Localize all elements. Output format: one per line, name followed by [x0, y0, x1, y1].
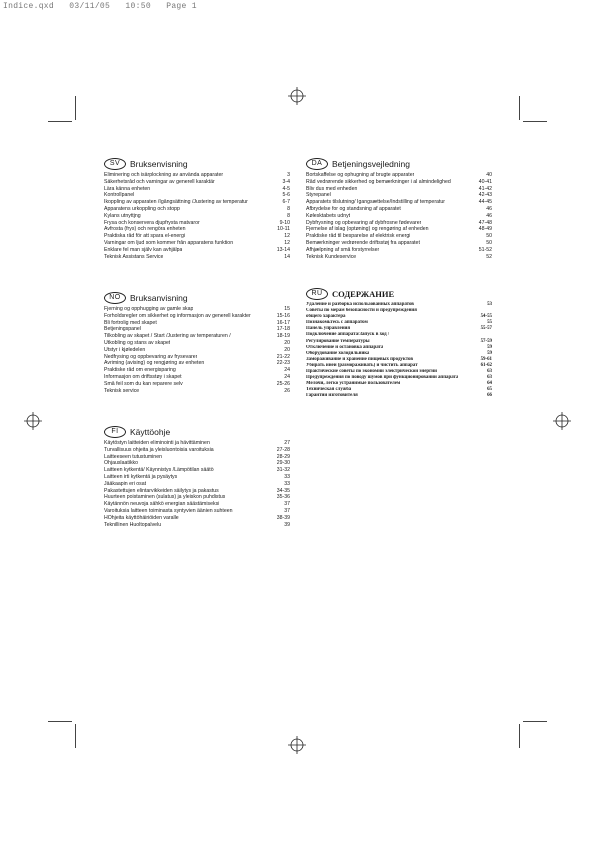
toc-entry-page: 9-10 [279, 219, 290, 226]
toc-entry [104, 374, 290, 381]
section-header [104, 158, 290, 170]
toc-entry-page: 8 [287, 205, 290, 212]
toc-entry-page: 46 [486, 212, 492, 219]
toc-entry-title: Техническая служба [306, 387, 352, 393]
section-title: Betjeningsvejledning [332, 159, 410, 169]
toc-entry-page: 18-19 [276, 333, 290, 340]
toc-entry-title: Laitteen irti kytkentä ja pysäytys [104, 473, 178, 480]
toc-entry-page: 38-39 [276, 514, 290, 521]
toc-entry-title: Teknisk service [104, 387, 140, 394]
toc-entry-page: 50 [486, 239, 492, 246]
toc-entry [104, 313, 290, 320]
toc-entry [306, 233, 492, 240]
toc-entry-page: 65 [487, 387, 492, 393]
toc-entry-title: Råd vedrørende sikkerhed og bemærkninger i al almindelighed [306, 178, 451, 185]
toc-entry-page: 12 [284, 233, 290, 240]
toc-entry-title: Панель управления [306, 326, 350, 332]
toc-entry-title: Frysa och konservera djupfrysta matvaror [104, 219, 200, 226]
toc-entry [104, 481, 290, 488]
language-badge: FI [104, 426, 126, 438]
toc-entry-title: Bortskaffelse og ophugning af brugte apparater [306, 172, 415, 178]
toc-entry-page: 21-22 [276, 353, 290, 360]
toc-entry-title: Fjernelse af islag (optøning) og rengøring af enheden [306, 226, 429, 233]
toc-entry [306, 186, 492, 193]
registration-mark-right [553, 412, 571, 430]
toc-entry-page: 6-7 [282, 199, 290, 206]
toc-entry-page: 39 [284, 521, 290, 528]
toc-entry [104, 360, 290, 367]
toc-entry-title: HOhjeita käyttöhäiriöiden varalle [104, 514, 179, 521]
toc-entry-page: 37 [284, 501, 290, 508]
crop-mark [75, 96, 76, 120]
toc-entry-title: Teknillinen Huoltopalvelu [104, 521, 162, 528]
toc-entry-page: 63 [487, 375, 492, 381]
toc-entry [104, 347, 290, 354]
toc-entry-page: 52 [486, 253, 492, 260]
toc-entry [306, 240, 492, 247]
toc-entry [104, 206, 290, 213]
toc-entry-title: Подключение аппарата/Запуск в ход / [306, 332, 390, 338]
toc-entry-title: Познакомьтесь с аппаратом [306, 320, 368, 326]
section-sv [104, 158, 290, 260]
toc-entry-title: Pakastettujen elintarvikkeiden säilytys ja pakastus [104, 487, 219, 494]
toc-entry-page: 20 [284, 339, 290, 346]
toc-entry [104, 474, 290, 481]
toc-entry-title: Eliminering och isärplockning av använda apparater [104, 172, 224, 178]
toc-entry-title: Käytöstyn laitteiden eliminointi ja hävittäminen [104, 440, 210, 446]
toc-entry-page: 57-59 [480, 338, 492, 344]
toc-entry-title: Afhjælpning af små forstyrrelser [306, 246, 380, 253]
section-da [306, 158, 492, 260]
toc-entry-title: Nedfrysing og oppbevaring av frysevarer [104, 353, 198, 360]
toc-entry [104, 354, 290, 361]
toc-entry [104, 340, 290, 347]
toc-entry-page: 40-41 [478, 178, 492, 185]
toc-entry-title: Tilkobling av skapet / Start /Justering av temperaturen / [104, 333, 231, 340]
toc-entry-page: 37 [284, 507, 290, 514]
toc-entry-title: Säkerhetsråd och varningar av generell karaktär [104, 178, 215, 185]
toc-entry-title: Praktiske råd om energisparing [104, 367, 176, 374]
section-title: Bruksanvisning [130, 293, 188, 303]
toc-entry [306, 179, 492, 186]
toc-entry [104, 186, 290, 193]
toc-list [104, 172, 290, 260]
toc-entry [306, 220, 492, 227]
toc-list [306, 302, 492, 400]
toc-entry-title: Enklare fel man själv kan avhjälpa [104, 246, 183, 253]
toc-entry [104, 388, 290, 395]
toc-entry-title: Laitteeseen tutustuminen [104, 453, 162, 460]
toc-entry-title: Замораживание и хранение пищевых продуктов [306, 356, 413, 362]
toc-entry-page: 8 [287, 212, 290, 219]
toc-entry [104, 515, 290, 522]
toc-entry-title: Предупреждения по поводу шумов при функционировании аппарата [306, 375, 459, 381]
toc-entry [306, 254, 492, 261]
toc-entry [306, 247, 492, 254]
toc-entry-page: 50 [486, 233, 492, 240]
toc-entry [306, 192, 492, 199]
section-fi [104, 426, 290, 528]
toc-entry-page: 3 [287, 172, 290, 178]
toc-entry-title: Avfrosta (frys) och rengöra enheten [104, 226, 186, 233]
section-title: Käyttöohje [130, 427, 171, 437]
toc-entry-page: 15 [284, 306, 290, 312]
toc-entry-title: Teknisk Kundeservice [306, 253, 357, 260]
toc-entry-title: Bliv dus med enheden [306, 185, 358, 192]
toc-entry [104, 220, 290, 227]
toc-entry [104, 508, 290, 515]
toc-entry [104, 367, 290, 374]
toc-entry-page: 24 [284, 373, 290, 380]
crop-mark [523, 721, 547, 722]
toc-entry-page: 55 [487, 320, 492, 326]
toc-entry-page: 31-32 [276, 467, 290, 474]
crop-mark [48, 721, 72, 722]
toc-entry [104, 454, 290, 461]
toc-entry-page: 27 [284, 440, 290, 446]
toc-entry-page: 59-61 [480, 356, 492, 362]
section-header [306, 288, 492, 300]
toc-entry-page: 54-55 [480, 314, 492, 320]
toc-entry-page: 20 [284, 346, 290, 353]
toc-entry-title: Praktiska råd för att spara el-energi [104, 233, 186, 240]
toc-entry-title: Отключение и остановка аппарата [306, 344, 384, 350]
toc-entry-page: 15-16 [276, 312, 290, 319]
language-badge: DA [306, 158, 328, 170]
toc-entry-title: Dybfrysning og opbevaring af dybfrosne fødevarer [306, 219, 422, 226]
toc-entry-page: 4-5 [282, 185, 290, 192]
toc-entry-page: 61-62 [480, 362, 492, 368]
toc-entry-page: 28-29 [276, 453, 290, 460]
registration-mark-left [24, 412, 42, 430]
toc-entry [104, 522, 290, 529]
crop-mark [523, 121, 547, 122]
registration-mark-bottom [288, 736, 306, 754]
toc-entry [104, 247, 290, 254]
toc-entry-page: 35-36 [276, 494, 290, 501]
toc-entry [104, 254, 290, 261]
toc-entry-page: 3-4 [282, 178, 290, 185]
toc-entry-page: 29-30 [276, 460, 290, 467]
toc-entry-title: Убирать иней (размораживать) и чистить аппарат [306, 362, 418, 368]
toc-list [104, 306, 290, 394]
toc-entry-title: Kylans utnyttjng [104, 212, 141, 219]
crop-mark [519, 724, 520, 748]
toc-entry-page: 25-26 [276, 380, 290, 387]
toc-entry-title: Apparatets tilslutning/ Igangsættelse/Indstilling af temperatur [306, 199, 445, 206]
toc-entry-title: Varningar om ljud som kommer från apparatens funktion [104, 239, 234, 246]
crop-mark [75, 724, 76, 748]
section-ru [306, 288, 492, 400]
toc-entry-title: Apparatens urkoppling och stopp [104, 205, 180, 212]
toc-entry-title: Forholdsregler om sikkerhet og informasjon av generell karakter [104, 312, 251, 319]
section-title: Bruksenvisning [130, 159, 188, 169]
toc-entry-page: 48-49 [478, 226, 492, 233]
toc-entry [104, 494, 290, 501]
toc-entry-page: 46 [486, 205, 492, 212]
toc-entry [104, 326, 290, 333]
language-badge: RU [306, 288, 328, 300]
toc-entry [104, 192, 290, 199]
crop-mark [48, 121, 72, 122]
section-header [104, 292, 290, 304]
crop-mark [519, 96, 520, 120]
toc-entry-title: Afbrydelse for og standsning af apparatet [306, 205, 401, 212]
toc-entry-page: 59 [487, 344, 492, 350]
section-no [104, 292, 290, 394]
toc-entry [104, 460, 290, 467]
toc-entry-title: общего характера [306, 314, 346, 320]
toc-entry-page: 59 [487, 350, 492, 356]
toc-entry-title: Betjeningspanel [104, 326, 141, 333]
toc-entry-page: 51-52 [478, 246, 492, 253]
toc-entry-title: Удаление и разборка использованных аппаратов [306, 302, 414, 307]
registration-mark-top [288, 87, 306, 105]
toc-entry-title: Små feil som du kan reparere selv [104, 380, 183, 387]
toc-entry [104, 488, 290, 495]
toc-entry-title: Utstyr i kjøledelen [104, 346, 146, 353]
toc-entry-page: 66 [487, 393, 492, 399]
toc-entry [104, 199, 290, 206]
toc-entry-page: 42-43 [478, 192, 492, 199]
toc-entry [104, 226, 290, 233]
toc-entry [104, 233, 290, 240]
toc-entry-title: Turvallisuus ohjeita ja yleisluontoisia varoituksia [104, 446, 214, 453]
toc-entry-page: 27-28 [276, 446, 290, 453]
toc-entry-title: Jääkaapin eri osat [104, 480, 147, 487]
toc-entry-page: 17-18 [276, 326, 290, 333]
toc-entry [104, 179, 290, 186]
toc-entry-title: Bli fortrolig med skapet [104, 319, 157, 326]
toc-entry [104, 213, 290, 220]
toc-entry-page: 22-23 [276, 360, 290, 367]
toc-entry-title: Kølesktabets udnyt [306, 212, 351, 219]
toc-entry-title: Kontrollpanel [104, 192, 135, 199]
toc-entry-page: 40 [486, 172, 492, 178]
toc-entry-page: 47-48 [478, 219, 492, 226]
toc-entry [104, 172, 290, 179]
toc-entry [306, 199, 492, 206]
toc-entry-page: 63 [487, 369, 492, 375]
section-header [306, 158, 492, 170]
language-badge: SV [104, 158, 126, 170]
toc-entry-page: 44-45 [478, 199, 492, 206]
toc-entry-title: Lära känna enheten [104, 185, 151, 192]
toc-entry-title: Гарантии изготовителя [306, 393, 358, 399]
toc-entry-page: 33 [284, 473, 290, 480]
toc-entry-page: 5-6 [282, 192, 290, 199]
toc-entry-page: 41-42 [478, 185, 492, 192]
section-header [104, 426, 290, 438]
toc-entry [306, 172, 492, 179]
toc-entry [104, 333, 290, 340]
toc-entry-title: Советы по мерам безопасности и предупреждения [306, 308, 417, 314]
toc-entry-page: 26 [284, 387, 290, 394]
toc-entry-title: Avriming (avising) og rengjøring av enheten [104, 360, 205, 367]
toc-entry-page: 64 [487, 381, 492, 387]
toc-entry [104, 240, 290, 247]
toc-entry-page: 55-57 [480, 326, 492, 332]
toc-entry-title: Teknisk Assistans Service [104, 253, 164, 260]
toc-entry-page: 14 [284, 253, 290, 260]
toc-entry-title: Praktiske råd til besparelse af elektrisk energi [306, 233, 411, 240]
toc-entry-title: Utkobling og stans av skapet [104, 339, 171, 346]
toc-entry [306, 226, 492, 233]
toc-entry-title: Käytännön neuvoja sähkö energian säästämiseksi [104, 501, 220, 508]
language-badge: NO [104, 292, 126, 304]
toc-entry-title: Оборудование холодильника [306, 350, 370, 356]
file-slug: Indice.qxd 03/11/05 10:50 Page 1 [3, 2, 197, 11]
toc-entry [104, 447, 290, 454]
toc-entry [104, 306, 290, 313]
toc-entry [104, 320, 290, 327]
toc-entry [104, 501, 290, 508]
toc-entry-page: 16-17 [276, 319, 290, 326]
toc-entry-page: 53 [487, 302, 492, 307]
toc-entry-title: Практические советы по экономии электрической энергии [306, 369, 437, 375]
toc-entry-title: Informasjon om driftsstøy i skapet [104, 373, 182, 380]
toc-entry [104, 381, 290, 388]
toc-entry-title: Bemærkninger vedrørende driftsstøj fra apparatet [306, 239, 420, 246]
toc-entry-title: Laitteen kytkentä/ Käynnistys /Lämpötilan säätö [104, 467, 214, 474]
toc-entry-title: Styrepanel [306, 192, 331, 199]
toc-entry-page: 33 [284, 480, 290, 487]
toc-entry-title: Регулирование температуры [306, 338, 370, 344]
toc-entry-title: Huurteen poistaminen (sulatus) ja yleiskon puhdistus [104, 494, 226, 501]
toc-entry [306, 213, 492, 220]
toc-entry [306, 206, 492, 213]
toc-entry-page: 10-11 [277, 226, 290, 233]
toc-entry-page: 34-35 [276, 487, 290, 494]
toc-entry-page: 13-14 [276, 246, 290, 253]
toc-entry [104, 467, 290, 474]
toc-entry-page: 24 [284, 367, 290, 374]
toc-entry-title: Мелочи, легко устранимые пользователем [306, 381, 401, 387]
toc-entry-page: 12 [284, 239, 290, 246]
toc-entry-title: Fjerning og opphugging av gamle skap [104, 306, 194, 312]
toc-entry-title: Ohjauslaatikko [104, 460, 139, 467]
toc-list [306, 172, 492, 260]
section-title: СОДЕРЖАНИЕ [332, 289, 395, 299]
toc-entry [306, 393, 492, 399]
toc-entry-title: Ikoppling av apparaten /Igångsättning /Justering av temperatur [104, 199, 248, 206]
toc-list [104, 440, 290, 528]
toc-entry-title: Varoituksia laitteen toiminasta syntyvien äänien suhteen [104, 507, 233, 514]
toc-entry [104, 440, 290, 447]
